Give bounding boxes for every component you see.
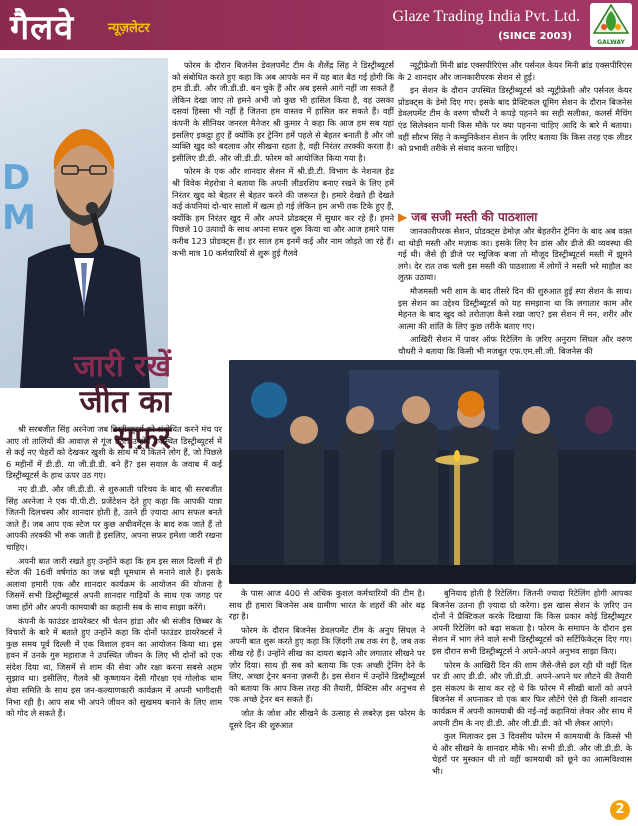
paragraph: जोत के जोश और सीखने के उत्साह से लबरेज़ इस फोरम के दूसरे दिन की शुरुआत: [229, 707, 425, 730]
title-line-2: जीत का सफ़र: [79, 384, 171, 456]
paragraph: इन सेशन के दौरान उपस्थित डिस्ट्रीब्यूटर्स को न्यूट्रीफ्रेशी और पर्सनल केयर प्रोडक्ट्स के डेमो दिए गए। इसके बाद प्रैक्टिकल ग्रूमिंग सेशन के दौरान बिजनेस डेवलपमेंट टीम के वरुण चौधरी ने कपड़े पहनने का सही सलीका, कलर्स मैचिंग एंड सिलेक्शन यानी किस मौके पर क्या पहनना चाहिए आदि के बारे में बताया। वहीं सौरभ सिंह ने कम्युनिकेशन सेशन के ज़रिए बताया कि किस तरह एक लीडर को प्रभावी तरीके से संवाद करना चाहिए।: [398, 85, 632, 154]
column-right-mid: [398, 226, 632, 360]
paragraph: फोरम के आखिरी दिन की शाम जैसे-जैसे ढल रही थी वहीं दिल पर डी आए डी.डी. और जी.डी.डी. अपने-अपने घर लौटने की तैयारी इस संकल्प के साथ कर रहे थे कि फोरम में सीखी बातों को अपने बिजनेस में अपनाकर वो एक बार फिर लौटेंगे ऐसे ही किसी शानदार कार्यक्रम में अपनी कामयाबी की नई-नई कहानियां लेकर और साथ में अपनी टीम के नए डी.डी. और जी.डी.डी. को भी लेकर आएंगे।: [432, 659, 632, 728]
backdrop-letters: D M: [2, 158, 36, 238]
paragraph: कंपनी के फाउंडर डायरेक्टर श्री चेतन हांडा और श्री संजीव छिब्बर के विचारों के बारे में बताते हुए उन्होंने कहा कि दोनों फाउंडर डायरेक्टर्स ने कुछ समय पूर्व दिल्ली में एक विशाल हवन का आयोजन किया था। इस हवन में उनके गुरु महाराज ने उपस्थित जीवन के लिए भी दोनों को एक संदेश दिया था, जिसमें से शाम की सेवा और रक्षा करना सबसे अहम सुझाव था। इसीलिए, गैलवे श्री कृष्णायन देसी गौरक्षा एवं गोलोक धाम सेवा समिति के साथ इस जन-कल्याणकारी कार्यक्रम में अपनी भागीदारी निभा रही है। आप सब भी अपने जीवन को सुखमय बनाने के लिए शाम को गोद ले सकते हैं।: [6, 615, 222, 719]
paragraph: के पास आज 400 से अधिक कुशल कर्मचारियों की टीम है। साथ ही हमारा बिजनेस अब ग्रामीण भारत के शहरों की ओर बढ़ रहा है।: [229, 588, 425, 622]
paragraph: न्यूट्रीफ्रेशी मिनी ब्रांड एक्सपीरिएंस और पर्सनल केयर मिनी ब्रांड एक्सपीरिएंस के 2 शानदार और जानकारीपरक सेशन से हुई।: [398, 60, 632, 82]
paragraph: अपनी बात जारी रखते हुए उन्होंने कहा कि हम इस साल दिल्ली में ही स्टेज की 16वीं वर्षगांठ का जश्न बड़ी धूमधाम से मनाने वाले हैं। इसके अलावा हमारी एक और शानदार कार्यक्रम के आयोजन की योजना है जिसमें सभी डिस्ट्रीब्यूटर्स अपनी शानदार गाड़ियों के साथ एक जगह पर जमा होंगे और अपनी कामयाबी का कहानी सब के साथ साझा करेंगे।: [6, 555, 222, 612]
event-stage-illustration: [229, 360, 636, 584]
paragraph: नए डी.डी. और जी.डी.डी. से शुरुआती परिचय के बाद श्री सरबजीत सिंह अरनेजा ने एक पी.पी.टी. प्रजेंटेशन देते हुए कहा कि आपकी यात्रा जितनी दिलचस्प और शानदार होती है, उतने ही ज़्यादा आप सफल बनते जाते हैं। जब आप एक स्टेज पर कुछ अचीवमेंट्स के बाद रुक जाते हैं तो आपकी तरक्की भी रुक जाती है इसलिए, अपना सफ़र हमेशा जारी रखना चाहिए।: [6, 483, 222, 552]
column-right-top: [398, 60, 632, 157]
paragraph: आखिरी सेशन में पावर ऑफ रिटेलिंग के ज़रिए अनुराग सिंघल और वरुण चौधरी ने बताया कि किसी भी मजबूत एफ.एम.सी.जी. बिजनेस की: [398, 334, 632, 356]
logo-text: GALWAY: [597, 39, 625, 46]
paragraph: जानकारीपरक सेशन, प्रोडक्ट्स डेमोज़ और बेहतरीन ट्रेनिंग के बाद अब वक़्त था थोड़ी मस्ती और मज़ाक का। इसके लिए रैन डांस और डीजे की व्यवस्था की गई थी। जैसे ही डीजे पर म्यूजिक बजा तो मौजूद डिस्ट्रीब्यूटर्स मस्ती में झूमने लगे। देर रात तक चली इस मस्ती की पाठशाला में लोगों ने मस्ती भरे माहौल का लुत्फ़ उठाया।: [398, 226, 632, 283]
company-name: Glaze Trading India Pvt. Ltd.: [392, 8, 580, 25]
paragraph: बुनियाद होती है रिटेलिंग। जितनी ज्यादा रिटेलिंग होगी आपका बिजनेस उतना ही ज़्यादा ग्रो करेगा। इस खास सेशन के ज़रिए उन दोनों ने प्रैक्टिकल करके दिखाया कि किस प्रकार कोई डिस्ट्रीब्यूटर अपनी रिटेलिंग को बढ़ा सकता है। फोरम के समापन के दौरान इस सेशन में भाग लेने वाले सभी डिस्ट्रीब्यूटर्स को सर्टिफिकेट्स दिए गए। इस दौरान सभी डिस्ट्रीब्यूटर्स ने अपने-अपने अनुभव साझा किए।: [432, 588, 632, 656]
paragraph: मौजमस्ती भरी शाम के बाद तीसरे दिन की शुरुआत हुई स्पा सेशन के साथ। इस सेशन का उद्देश्य डिस्ट्रीब्यूटर्स को यह समझाना था कि लगातार काम और मेहनत के बाद खुद को तरोताज़ा कैसे रखा जाए? इस सेशन में मन, शरीर और आत्मा की शांति के लिए कुछ तरीके बताए गए।: [398, 285, 632, 331]
since-label: (SINCE 2003): [498, 31, 572, 42]
column-middle-top: [172, 60, 394, 261]
paragraph: श्री सरबजीत सिंह अरनेजा जब डिस्ट्रीब्यूटर्स को संबोधित करने मंच पर आए तो तालियों की आवाज़ से गूंज उठा। उन्होंने उपस्थित डिस्ट्रीब्यूटर्स में से कई नए चेहरों को देखकर खुशी के साथ में ये कितने लोग हैं, जो पिछले 6 महीनों में डी.डी. या जी.डी.डी. बने हैं? इस सवाल के जवाब में कई डिस्ट्रीब्यूटर्स के हाथ ऊपर उठ गए।: [6, 424, 222, 481]
page-number: 2: [610, 800, 630, 820]
paragraph: फोरम के दौरान बिजनेस डेवलपमेंट टीम के अनुप सिंघल ने अपनी बात शुरू करते हुए कहा कि ज़िंदगी तब तक रंग है, जब तक सीख रहे हैं। उन्होंने सीख का दायरा बढ़ाने और लगातार सीखने पर ज़ोर दिया। साथ ही सब को बताया कि एक अच्छी ट्रेनिंग देने के लिए, अच्छा ट्रेनर बनना ज़रूरी है। इस सेशन में उन्होंने डिस्ट्रीब्यूटर्स को बताया कि आप किस तरह की तैयारी, प्रैक्टिस और अनुभव से एक अच्छे ट्रेनर बन सकते हैं।: [229, 624, 425, 705]
header-banner: [0, 0, 638, 50]
newsletter-brand: गैलवे: [10, 8, 75, 48]
company-logo: [590, 3, 632, 47]
logo-leaf-icon: [590, 3, 632, 37]
title-line-1: जारी रखें: [73, 349, 171, 384]
newsletter-subtitle: न्यूज़लेटर: [108, 21, 150, 36]
section-heading: ▶ जब सजी मस्ती की पाठशाला: [398, 208, 537, 225]
lamp-lighting-photo: [229, 360, 636, 584]
paragraph: कुल मिलाकर इस 3 दिवसीय फोरम में कामयाबी के किस्से भी थे और सीखने के शानदार मौके भी। सभी डी.डी. और जी.डी.डी. के चेहरों पर मुस्कान थी तो वहीं कामयाबी को छूने का आत्मविश्वास भी।: [432, 731, 632, 776]
paragraph: फोरम के दौरान बिजनेस डेवलपमेंट टीम के शैलेंद्र सिंह ने डिस्ट्रीब्यूटर्स को संबोधित करते हुए कहा कि अब आपके मन में यह बात बैठ गई होगी कि हम डी.डी. और जी.डी.डी. बन चुके हैं और अब इससे आगे नहीं जा सकते हैं लेकिन देखा जाए तो हमने अभी जो कुछ भी हासिल किया है, वह उसका दसवां हिस्सा भी नहीं है जितना हम वास्तव में हासिल कर सकते हैं। वहीं कंपनी के सीनियर जनरल मैनेजर श्री कुमार ने कहा कि आज हम सब यहां इसलिए इकट्ठा हुए हैं क्योंकि हर ट्रेनिंग हमें पहले से बेहतर बनाती है और जो व्यक्ति खुद को बदलाव और सीखना रहता है, वही निरंतर तरक्की करता है। इसीलिए डी.डी. और जी.डी.डी. फोरम को आयोजित किया गया है।: [172, 60, 394, 163]
column-middle-bottom: [229, 588, 425, 733]
column-right-bottom: [432, 588, 632, 780]
speaker-photo: [0, 58, 168, 388]
column-left: [6, 424, 222, 722]
paragraph: फोरम के एक और शानदार सेशन में श्री.डी.टी. विभाग के नेशनल हेड श्री विवेक मेहरोत्रा ने बताया कि अपनी लीडरशिप बनाए रखने के लिए हमें निरंतर खुद को बेहतर से बेहतर करने की जरूरत है। हमारे देखते ही देखते कई कंपनियां दो-चार सालों में खत्म हो गई लेकिन हम अभी तक टिके हुए हैं, क्योंकि हम निरंतर खुद में और अपने प्रोडक्ट्स में सुधार कर रहे हैं। हमने पिछले 10 उत्पादों के साथ अपना सफर शुरू किया था और आज हमारे पास करीब 123 प्रोडक्ट्स हैं। हर साल हम इनमें कई और नाम जोड़ते जा रहे हैं। कभी मात्र 10 कर्मचारियों से शुरू हुई गैलवे: [172, 166, 394, 258]
